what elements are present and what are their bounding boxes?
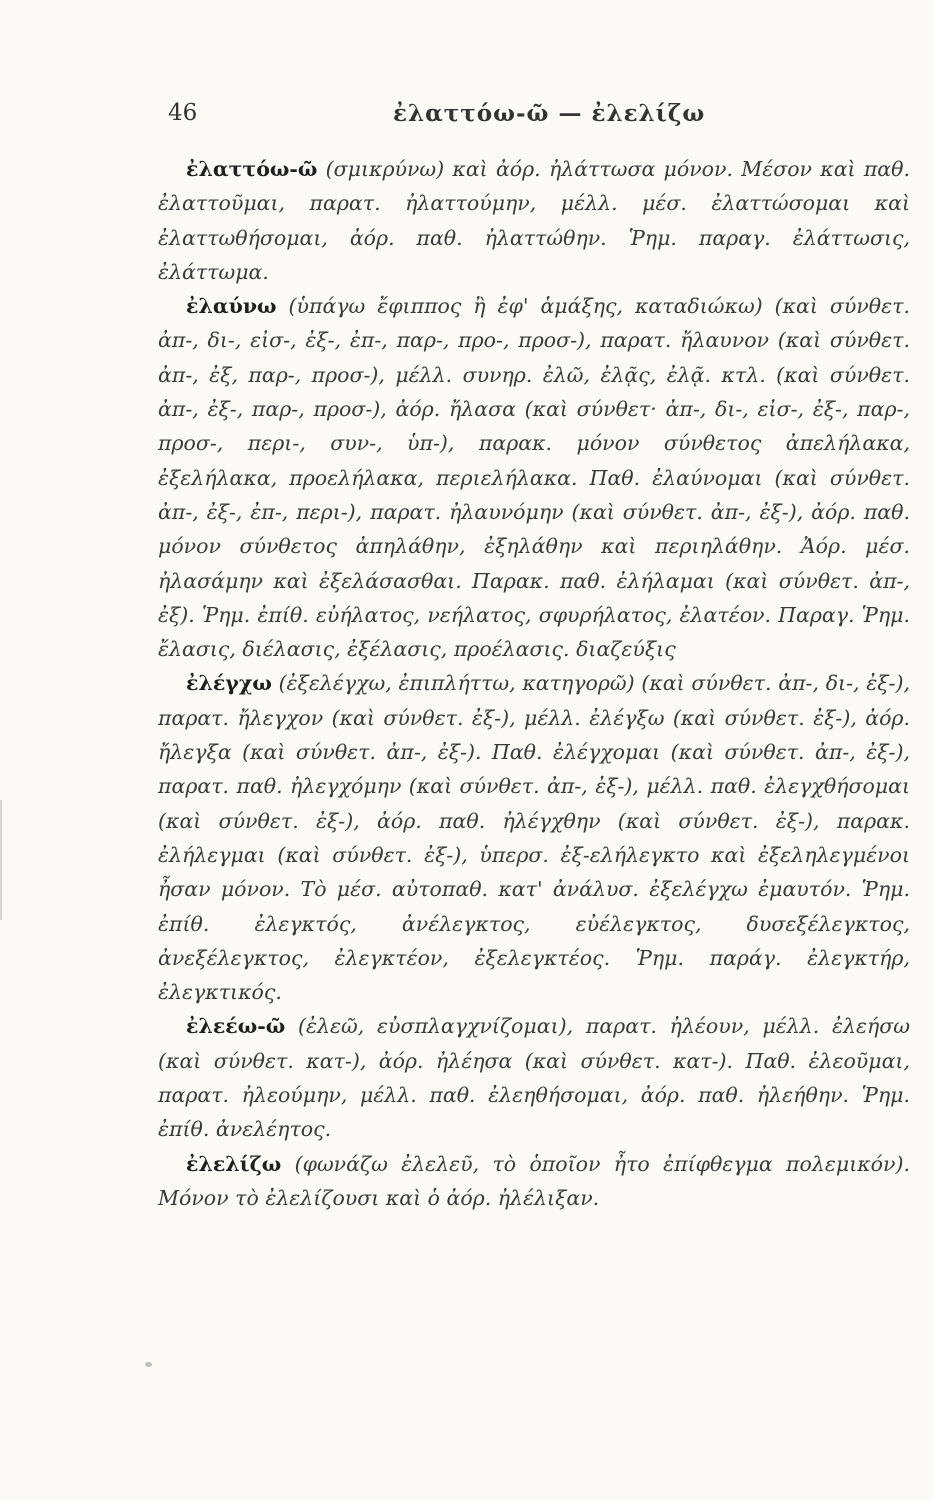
page-edge-mark bbox=[0, 800, 2, 920]
entry-text: (ἐλεῶ, εὐσπλαγχνίζομαι), παρατ. ἠλέουν, μέλλ. ἐλεήσω (καὶ σύνθετ. κατ-), ἀόρ. ἠλέησα (καὶ σύνθετ. κατ-). Παθ. ἐλεοῦμαι, παρατ. ἠλεούμην, μέλλ. παθ. ἐλεηθήσομαι, ἀόρ. παθ. ἠλεήθην. Ῥημ. ἐπίθ. ἀνελέητος. bbox=[158, 1014, 910, 1142]
ink-speck bbox=[145, 1362, 152, 1367]
entry-text: (ἐξελέγχω, ἐπιπλήττω, κατηγορῶ) (καὶ σύνθετ. ἀπ-, δι-, ἐξ-), παρατ. ἤλεγχον (καὶ σύνθετ. ἐξ-), μέλλ. ἐλέγξω (καὶ σύνθετ. ἐξ-), ἀόρ. ἤλεγξα (καὶ σύνθετ. ἀπ-, ἐξ-). Παθ. ἐλέγχομαι (καὶ σύνθετ. ἀπ-, ἐξ-), παρατ. παθ. ἠλεγχόμην (καὶ σύνθετ. ἀπ-, ἐξ-), μέλλ. παθ. ἐλεγχθήσομαι (καὶ σύνθετ. ἐξ-), ἀόρ. παθ. ἠλέγχθην (καὶ σύνθετ. ἐξ-), παρακ. ἐλήλεγμαι (καὶ σύνθετ. ἐξ-), ὑπερσ. ἐξ-ελήλεγκτο καὶ ἐξεληλεγμένοι ἦσαν μόνον. Τὸ μέσ. αὐτοπαθ. κατ' ἀνάλυσ. ἐξελέγχω ἐμαυτόν. Ῥημ. ἐπίθ. ἐλεγκτός, ἀνέλεγκτος, εὐέλεγκτος, δυσεξέλεγκτος, ἀνεξέλεγκτος, ἐλεγκτέον, ἐξελεγκτέος. Ῥημ. παράγ. ἐλεγκτήρ, ἐλεγκτικός. bbox=[158, 671, 910, 1005]
entry-text: (σμικρύνω) καὶ ἀόρ. ἠλάττωσα μόνον. Μέσον καὶ παθ. ἐλαττοῦμαι, παρατ. ἠλαττούμην, μέλλ. μέσ. ἐλαττώσομαι καὶ ἐλαττωθήσομαι, ἀόρ. παθ. ἠλαττώθην. Ῥημ. παραγ. ἐλάττωσις, ἐλάττωμα. bbox=[158, 157, 910, 284]
dictionary-entry bbox=[158, 289, 910, 666]
dictionary-entry bbox=[158, 1147, 910, 1216]
entry-text: (φωνάζω ἐλελεῦ, τὸ ὁποῖον ἦτο ἐπίφθεγμα πολεμικόν). Μόνον τὸ ἐλελίζουσι καὶ ὁ ἀόρ. ἠλέλιξαν. bbox=[158, 1151, 910, 1210]
running-title: ἐλαττόω-ῶ — ἐλελίζω bbox=[393, 100, 706, 127]
page-number: 46 bbox=[168, 100, 198, 126]
entry-lemma: ἐλελίζω bbox=[186, 1151, 282, 1176]
entry-text: (ὑπάγω ἔφιππος ἢ ἐφ' ἁμάξης, καταδιώκω) (καὶ σύνθετ. ἀπ-, δι-, εἰσ-, ἐξ-, ἐπ-, παρ-, προ-, προσ-), παρατ. ἤλαυνον (καὶ σύνθετ. ἀπ-, ἐξ, παρ-, προσ-), μέλλ. συνηρ. ἐλῶ, ἐλᾷς, ἐλᾷ. κτλ. (καὶ σύνθετ. ἀπ-, ἐξ-, παρ-, προσ-), ἀόρ. ἤλασα (καὶ σύνθετ· ἀπ-, δι-, εἰσ-, ἐξ-, παρ-, προσ-, περι-, συν-, ὑπ-), παρακ. μόνον σύνθετος ἀπελήλακα, ἐξελήλακα, προελήλακα, περιελήλακα. Παθ. ἐλαύνομαι (καὶ σύνθετ. ἀπ-, ἐξ-, ἐπ-, περι-), παρατ. ἠλαυνόμην (καὶ σύνθετ. ἀπ-, ἐξ-), ἀόρ. παθ. μόνον σύνθετος ἀπηλάθην, ἐξηλάθην καὶ περιηλάθην. Ἀόρ. μέσ. ἠλασάμην καὶ ἐξελάσασθαι. Παρακ. παθ. ἐλήλαμαι (καὶ σύνθετ. ἀπ-, ἐξ). Ῥημ. ἐπίθ. εὐήλατος, νεήλατος, σφυρήλατος, ἐλατέον. Παραγ. Ῥημ. ἔλασις, διέλασις, ἐξέλασις, προέλασις. διαζεύξις bbox=[158, 294, 910, 662]
entry-lemma: ἐλαττόω-ῶ bbox=[186, 157, 318, 181]
dictionary-text bbox=[158, 152, 910, 1215]
entry-lemma: ἐλεέω-ῶ bbox=[186, 1014, 286, 1039]
dictionary-entry bbox=[158, 152, 910, 289]
entry-lemma: ἐλέγχω bbox=[186, 671, 272, 696]
dictionary-entry bbox=[158, 666, 910, 1009]
dictionary-entry bbox=[158, 1009, 910, 1146]
entry-lemma: ἐλαύνω bbox=[186, 294, 277, 319]
page-header bbox=[168, 100, 898, 140]
